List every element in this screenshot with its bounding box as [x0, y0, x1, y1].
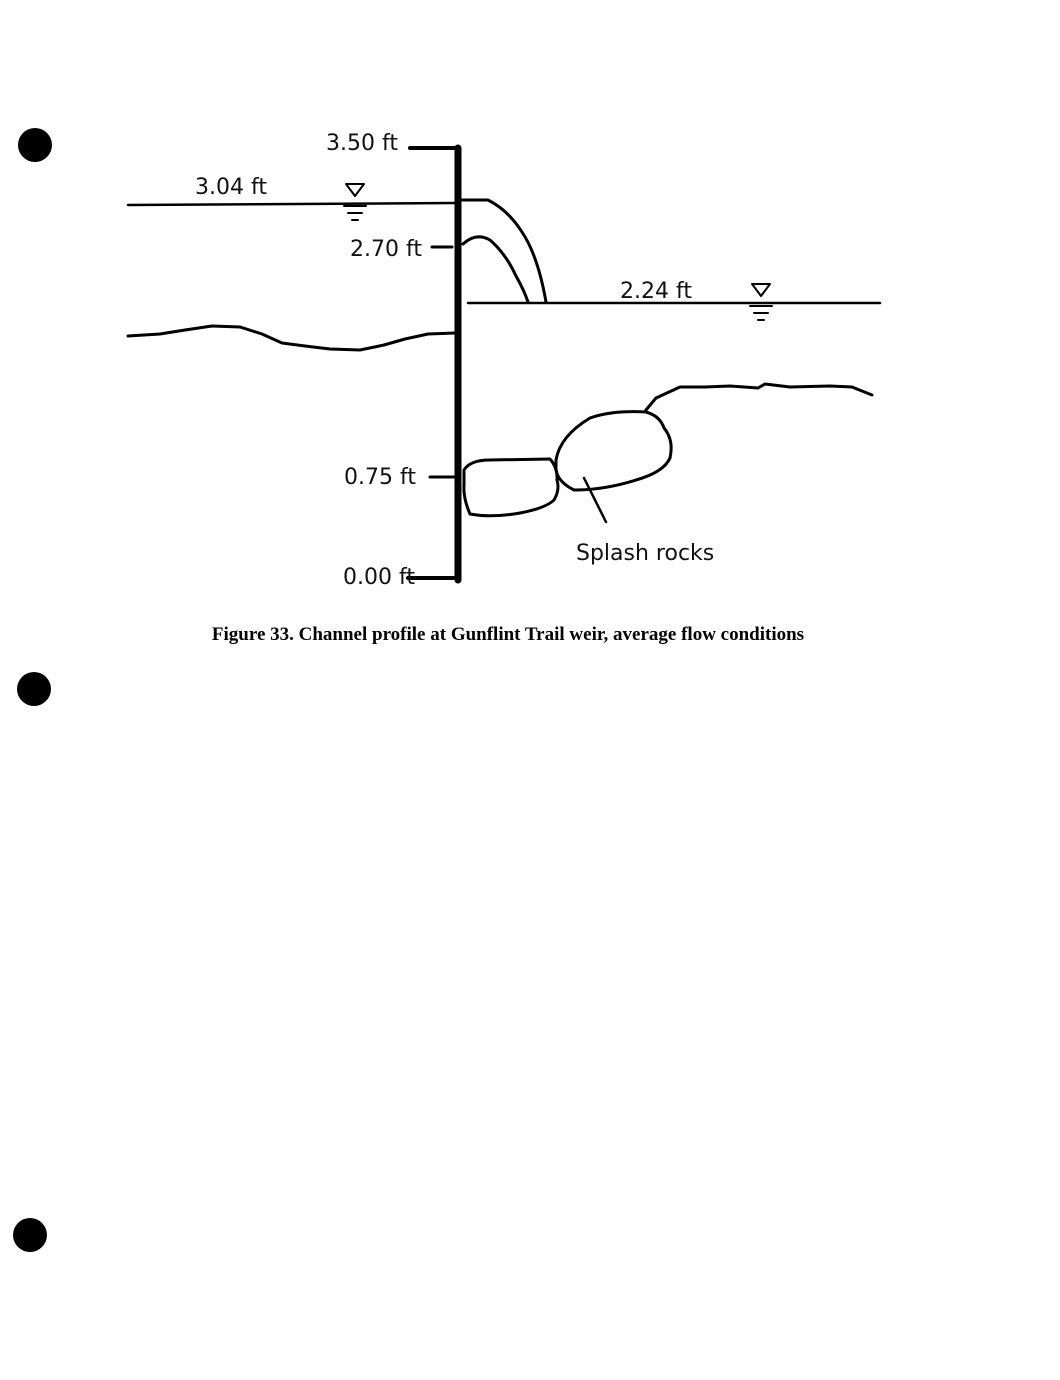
- channel-profile-diagram: [0, 0, 1060, 640]
- label-2-70-ft: 2.70 ft: [350, 237, 422, 262]
- upstream-water-line: [128, 203, 455, 205]
- label-0-75-ft: 0.75 ft: [344, 465, 416, 490]
- triangle-water-surface-icon: [344, 184, 366, 220]
- upstream-channel-bed: [128, 326, 455, 350]
- figure-caption: Figure 33. Channel profile at Gunflint Trail weir, average flow conditions: [211, 624, 805, 645]
- splash-rock-large: [556, 412, 671, 490]
- splash-rock-small: [464, 459, 558, 516]
- label-2-24-ft: 2.24 ft: [620, 279, 692, 304]
- downstream-channel-bed: [646, 384, 872, 410]
- label-0-00-ft: 0.00 ft: [343, 565, 415, 590]
- binder-hole-bottom: [13, 1218, 47, 1252]
- label-3-50-ft: 3.50 ft: [326, 131, 398, 156]
- label-splash-rocks: Splash rocks: [576, 541, 715, 566]
- label-3-04-ft: 3.04 ft: [195, 175, 267, 200]
- nappe-inner: [463, 237, 528, 302]
- nappe-outer: [462, 200, 546, 302]
- splash-rocks-leader: [584, 478, 606, 522]
- binder-hole-middle: [17, 672, 51, 706]
